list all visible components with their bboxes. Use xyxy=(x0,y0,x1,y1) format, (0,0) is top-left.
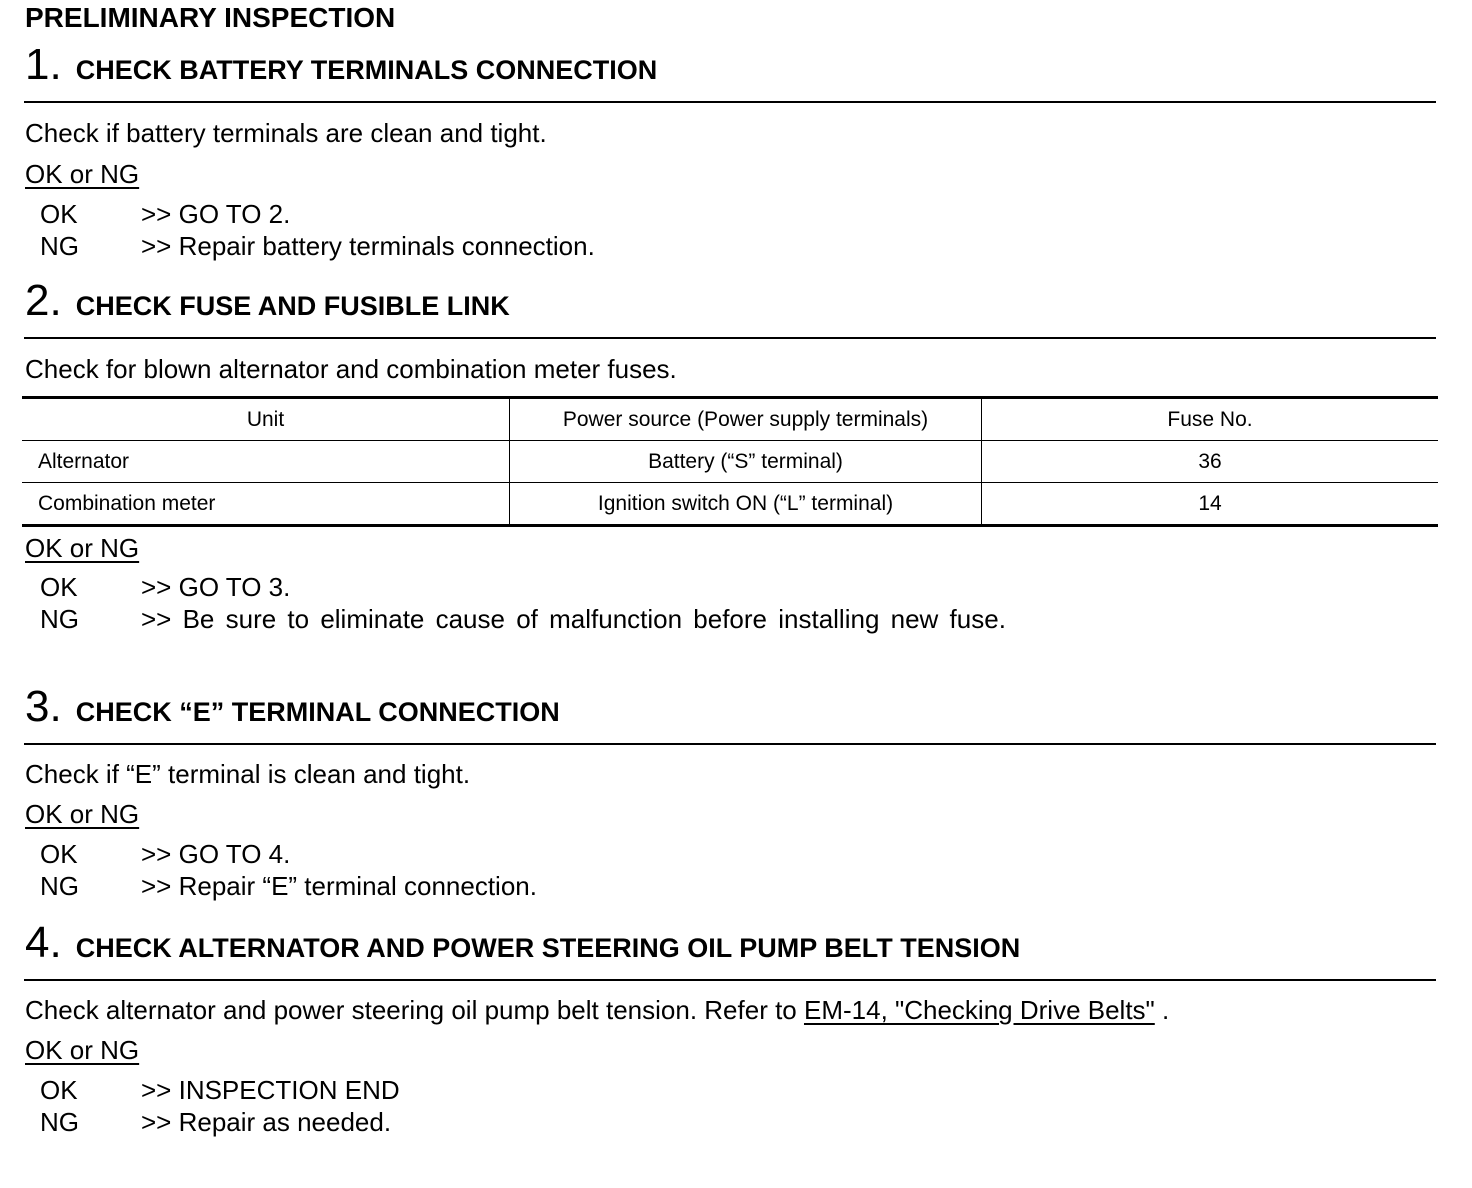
step-3-ok-or-ng-label: OK or NG xyxy=(25,799,140,829)
fuse-table-cell-fuse-no: 36 xyxy=(982,441,1439,483)
fuse-table-header-unit: Unit xyxy=(22,398,510,441)
step-3-title: CHECK “E” TERMINAL CONNECTION xyxy=(75,697,560,727)
fuse-table-cell-unit: Combination meter xyxy=(38,491,216,515)
page-title: PRELIMINARY INSPECTION xyxy=(25,2,396,33)
step-4-ng-label: NG xyxy=(40,1107,79,1137)
step-1-number: 1 xyxy=(25,40,50,89)
step-1-instruction: Check if battery terminals are clean and tight. xyxy=(25,118,547,148)
step-4-divider xyxy=(24,979,1436,981)
step-2-ok-or-ng-label: OK or NG xyxy=(25,533,140,563)
step-1-ok-or-ng-label: OK or NG xyxy=(25,159,140,189)
step-3-divider xyxy=(24,743,1436,745)
step-2-ok-action: >> GO TO 3. xyxy=(141,572,291,602)
fuse-table-cell-power-source: Ignition switch ON (“L” terminal) xyxy=(510,483,982,526)
table-row xyxy=(22,441,1438,483)
fuse-table-header-power-source: Power source (Power supply terminals) xyxy=(510,398,982,441)
step-2-divider xyxy=(24,337,1436,339)
step-2-ok-label: OK xyxy=(40,572,78,602)
step-3-instruction: Check if “E” terminal is clean and tight. xyxy=(25,759,471,789)
step-4-number: 4 xyxy=(25,918,50,967)
step-3-ng-label: NG xyxy=(40,871,79,901)
step-2-heading: 2. CHECK FUSE AND FUSIBLE LINK xyxy=(25,276,510,325)
step-3-number: 3 xyxy=(25,682,50,731)
step-1-ng-label: NG xyxy=(40,231,79,261)
step-2-number: 2 xyxy=(25,276,50,325)
step-4-ng-action: >> Repair as needed. xyxy=(141,1107,392,1137)
step-4-instruction-line xyxy=(25,995,1169,1026)
step-3-ok-label: OK xyxy=(40,839,78,869)
step-1-divider xyxy=(24,101,1436,103)
table-row xyxy=(22,483,1438,526)
step-4-title: CHECK ALTERNATOR AND POWER STEERING OIL PUMP BELT TENSION xyxy=(75,933,1021,963)
fuse-table-cell-fuse-no: 14 xyxy=(982,483,1439,526)
step-4-ok-action: >> INSPECTION END xyxy=(141,1075,400,1105)
step-1-title: CHECK BATTERY TERMINALS CONNECTION xyxy=(75,55,658,85)
step-4-ok-or-ng-label: OK or NG xyxy=(25,1035,140,1065)
step-3-ng-action: >> Repair “E” terminal connection. xyxy=(141,871,537,901)
fuse-table-header-fuse-no: Fuse No. xyxy=(982,398,1439,441)
step-4-heading: 4. CHECK ALTERNATOR AND POWER STEERING OIL PUMP BELT TENSION xyxy=(25,918,1021,967)
step-4-instruction-end: . xyxy=(1154,995,1170,1025)
fuse-table xyxy=(22,396,1438,527)
fuse-table-header-row xyxy=(22,398,1438,441)
step-4-ok-label: OK xyxy=(40,1075,78,1105)
step-3-heading: 3. CHECK “E” TERMINAL CONNECTION xyxy=(25,682,560,731)
fuse-table-cell-unit: Alternator xyxy=(22,441,510,483)
step-2-instruction: Check for blown alternator and combination meter fuses. xyxy=(25,354,677,384)
step-3-ok-action: >> GO TO 4. xyxy=(141,839,291,869)
step-4-instruction: Check alternator and power steering oil pump belt tension. Refer to xyxy=(25,995,804,1025)
step-1-ng-action: >> Repair battery terminals connection. xyxy=(141,231,595,261)
fuse-table-cell-power-source: Battery (“S” terminal) xyxy=(510,441,982,483)
step-2-ng-action: >> Be sure to eliminate cause of malfunction before installing new fuse. xyxy=(141,604,1006,634)
step-2-title: CHECK FUSE AND FUSIBLE LINK xyxy=(75,291,510,321)
step-2-ng-label: NG xyxy=(40,604,79,634)
em-14-reference-link[interactable]: EM-14, "Checking Drive Belts" xyxy=(803,995,1155,1025)
step-1-ok-label: OK xyxy=(40,199,78,229)
step-1-heading: 1. CHECK BATTERY TERMINALS CONNECTION xyxy=(25,40,658,89)
step-1-ok-action: >> GO TO 2. xyxy=(141,199,291,229)
